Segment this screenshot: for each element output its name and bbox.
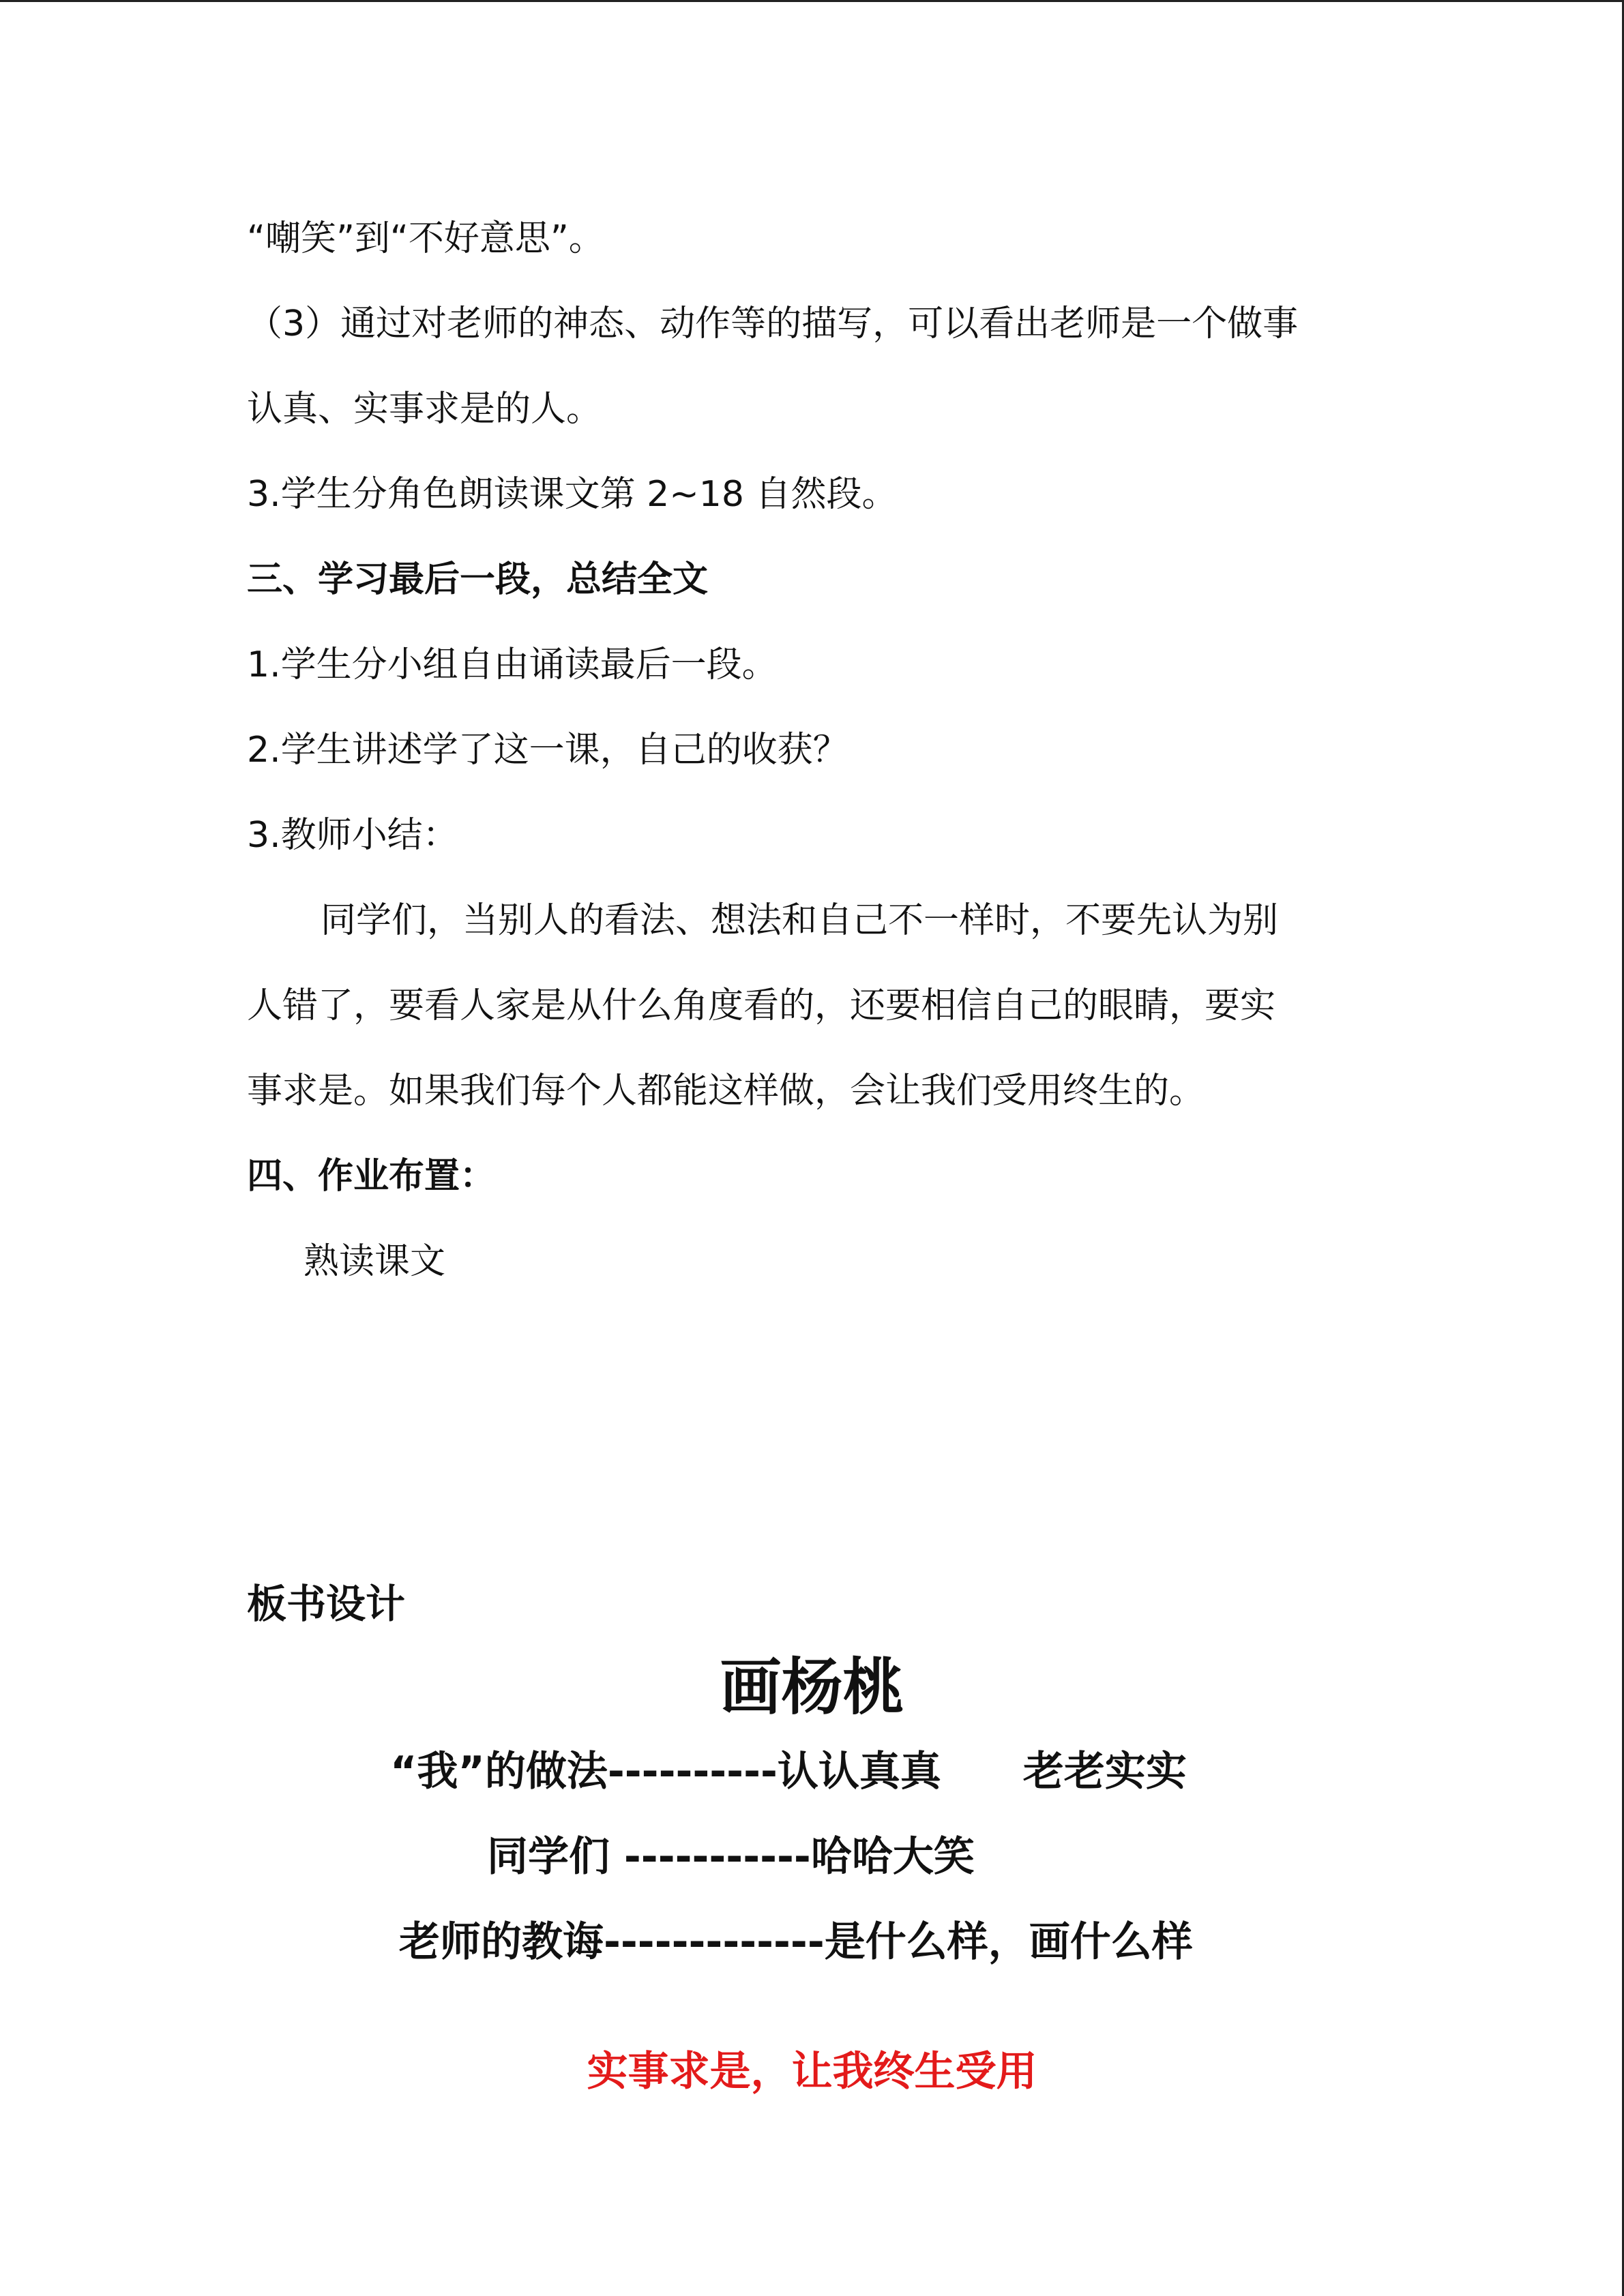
section-heading-4: 四、作业布置：: [247, 1156, 496, 1197]
text-line-1: “嘲笑”到“不好意思”。: [247, 218, 604, 259]
homework-text: 熟读课文: [304, 1241, 446, 1282]
page-border-top: [0, 0, 1624, 2]
board-design-heading: 板书设计: [247, 1581, 406, 1627]
text-line-3: 认真、实事求是的人。: [247, 389, 602, 430]
section-heading-3: 三、学习最后一段，总结全文: [247, 559, 709, 600]
board-line-2: 同学们 -----------哈哈大笑: [487, 1833, 975, 1881]
summary-para-line-2: 人错了，要看人家是从什么角度看的，还要相信自己的眼睛，要实: [247, 985, 1276, 1026]
summary-para-line-1: 同学们，当别人的看法、想法和自己不一样时，不要先认为别: [321, 900, 1279, 941]
text-line-4: 3.学生分角色朗读课文第 2~18 自然段。: [247, 474, 898, 515]
board-title: 画杨桃: [720, 1652, 904, 1723]
summary-para-line-3: 事求是。如果我们每个人都能这样做，会让我们受用终生的。: [247, 1071, 1205, 1112]
text-line-6: 1.学生分小组自由诵读最后一段。: [247, 644, 778, 685]
board-conclusion: 实事求是，让我终生受用: [587, 2048, 1037, 2096]
text-line-2: （3）通过对老师的神态、动作等的描写，可以看出老师是一个做事: [247, 303, 1299, 344]
text-line-8: 3.教师小结：: [247, 815, 458, 856]
text-line-7: 2.学生讲述学了这一课，自己的收获？: [247, 730, 848, 771]
board-line-3: 老师的教诲-------------是什么样，画什么样: [399, 1918, 1193, 1966]
board-line-1: “我”的做法----------认认真真 老老实实: [390, 1748, 1187, 1795]
